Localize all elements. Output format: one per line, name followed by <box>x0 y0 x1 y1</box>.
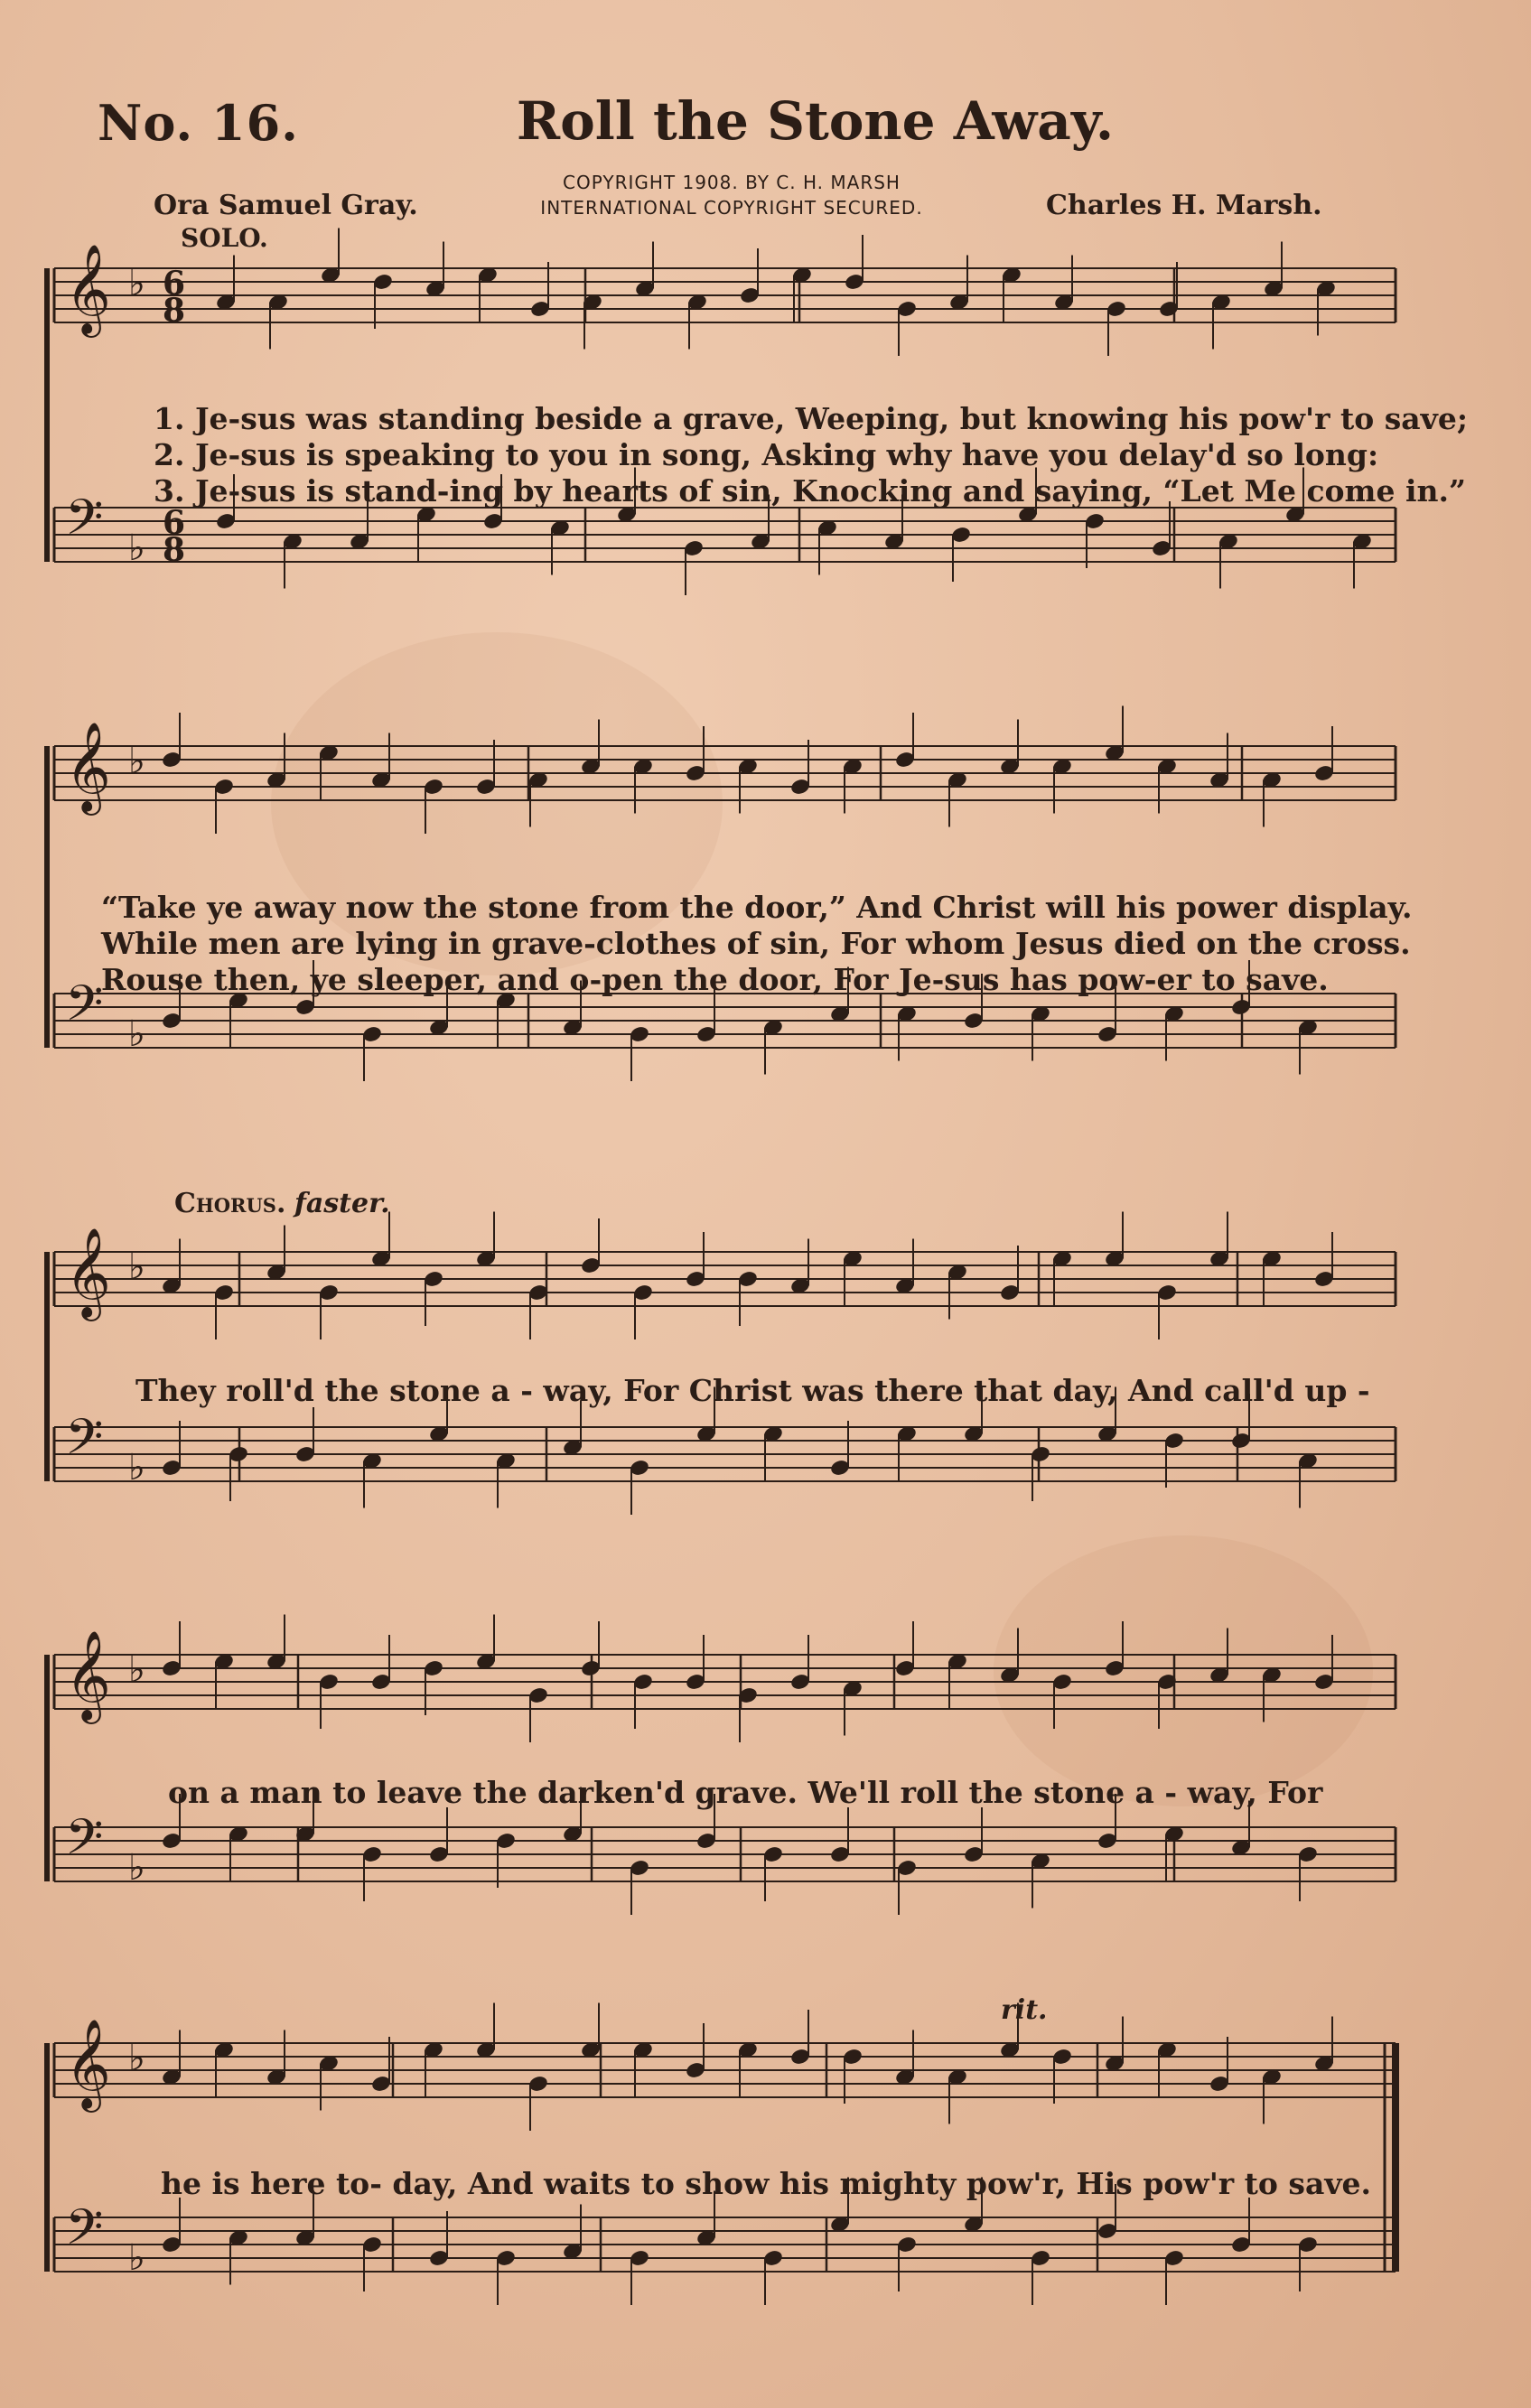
flat-key-signature: ♭ <box>128 1013 145 1055</box>
hymn-title: Roll the Stone Away. <box>516 90 1115 152</box>
ritardando-marking: rit. <box>1001 1994 1048 2026</box>
lyricist-name: Ora Samuel Gray. <box>154 190 418 221</box>
treble-clef: 𝄞 <box>65 1630 111 1721</box>
flat-key-signature: ♭ <box>128 527 145 569</box>
copyright-notice <box>533 170 930 220</box>
time-signature-top: 6 <box>163 265 186 303</box>
verse-2-line-2: While men are lying in grave-clothes of sin, For whom Jesus died on the cross. <box>101 926 1411 961</box>
time-signature-bottom: 8 <box>163 531 186 569</box>
chorus-marking <box>174 1188 390 1219</box>
chorus-label: Chorus. <box>174 1188 286 1219</box>
flat-key-signature: ♭ <box>128 2237 145 2279</box>
solo-marking: SOLO. <box>181 223 268 253</box>
tempo-marking: faster. <box>294 1188 390 1219</box>
verse-1-line-2: “Take ye away now the stone from the door,” And Christ will his power display. <box>101 890 1413 925</box>
treble-clef: 𝄞 <box>65 722 111 812</box>
treble-clef: 𝄞 <box>65 244 111 334</box>
time-signature-top: 6 <box>163 504 186 542</box>
verse-3-line-2: Rouse then, ye sleeper, and o-pen the door, For Je-sus has pow-er to save. <box>101 962 1329 997</box>
bass-clef: 𝄢 <box>65 489 104 558</box>
copyright-line: COPYRIGHT 1908. BY C. H. MARSH <box>563 172 901 193</box>
treble-clef: 𝄞 <box>65 1227 111 1318</box>
flat-key-signature: ♭ <box>128 1649 145 1691</box>
verse-3-line-1: 3. Je-sus is stand-ing by hearts of sin, Knocking and saying, “Let Me come in.” <box>154 473 1466 509</box>
flat-key-signature: ♭ <box>128 741 145 782</box>
copyright-line: INTERNATIONAL COPYRIGHT SECURED. <box>540 197 923 219</box>
chorus-line-1: They roll'd the stone a - way, For Christ was there that day, And call'd up - <box>135 1373 1370 1408</box>
hymn-number: No. 16. <box>98 94 299 152</box>
treble-clef: 𝄞 <box>65 2019 111 2109</box>
verse-2-line-1: 2. Je-sus is speaking to you in song, Asking why have you delay'd so long: <box>154 437 1379 472</box>
time-signature-bottom: 8 <box>163 292 186 330</box>
verse-1-line-1: 1. Je-sus was standing beside a grave, Weeping, but knowing his pow'r to save; <box>154 401 1469 436</box>
bass-clef: 𝄢 <box>65 2198 104 2268</box>
composer-name: Charles H. Marsh. <box>1046 190 1322 221</box>
flat-key-signature: ♭ <box>128 1246 145 1288</box>
bass-clef: 𝄢 <box>65 1808 104 1878</box>
bass-clef: 𝄢 <box>65 1408 104 1478</box>
chorus-line-2: on a man to leave the darken'd grave. We'll roll the stone a - way, For <box>168 1775 1323 1810</box>
flat-key-signature: ♭ <box>128 1847 145 1889</box>
bass-clef: 𝄢 <box>65 975 104 1044</box>
flat-key-signature: ♭ <box>128 2038 145 2079</box>
flat-key-signature: ♭ <box>128 1447 145 1489</box>
chorus-line-3: he is here to- day, And waits to show his mighty pow'r, His pow'r to save. <box>161 2166 1372 2201</box>
flat-key-signature: ♭ <box>128 263 145 304</box>
